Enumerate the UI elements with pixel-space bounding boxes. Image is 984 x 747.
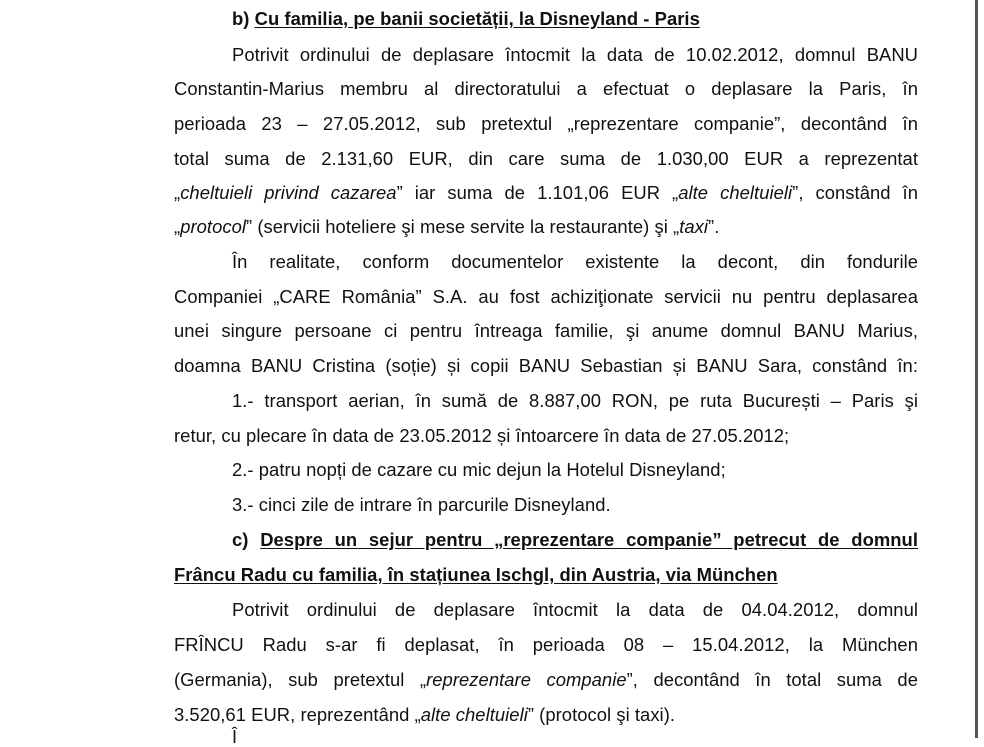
italic-alte-cheltuieli-c: alte cheltuieli xyxy=(420,704,528,725)
section-b-p1-line5: „cheltuieli privind cazarea” iar suma de 1.101,06 EUR „alte cheltuieli”, constând în xyxy=(174,182,918,203)
section-b-p1-line3: perioada 23 – 27.05.2012, sub pretextul „reprezentare companie”, decontând în xyxy=(174,113,918,134)
italic-protocol: protocol xyxy=(180,216,247,237)
section-c-marker: c) xyxy=(232,529,249,550)
section-c-p1-line1: Potrivit ordinului de deplasare întocmit la data de 04.04.2012, domnul xyxy=(232,599,918,620)
section-b-p2-line3: unei singure persoane ci pentru întreaga familie, şi anume domnul BANU Marius, xyxy=(174,320,918,341)
list-item-2: 2.- patru nopți de cazare cu mic dejun la Hotelul Disneyland; xyxy=(232,459,726,480)
section-c-p1-line2: FRÎNCU Radu s-ar fi deplasat, în perioada 08 – 15.04.2012, la München xyxy=(174,634,918,655)
section-b-p1-line4: total suma de 2.131,60 EUR, din care suma de 1.030,00 EUR a reprezentat xyxy=(174,148,918,169)
section-b-marker: b) xyxy=(232,8,250,29)
section-c-title-line1: Despre un sejur pentru „reprezentare companie” petrecut de domnul xyxy=(260,529,918,550)
section-c-p1-line3: (Germania), sub pretextul „reprezentare companie”, decontând în total suma de xyxy=(174,669,918,690)
next-paragraph-fragment: Î xyxy=(232,727,238,747)
section-b-p2-line1: În realitate, conform documentelor existente la decont, din fondurile xyxy=(232,251,918,272)
section-b-p1-line6: „protocol” (servicii hoteliere şi mese servite la restaurante) şi „taxi”. xyxy=(174,216,720,237)
list-item-3: 3.- cinci zile de intrare în parcurile Disneyland. xyxy=(232,494,611,515)
italic-cazare: cheltuieli privind cazarea xyxy=(180,182,397,203)
list-item-1-line2: retur, cu plecare în data de 23.05.2012 și întoarcere în data de 27.05.2012; xyxy=(174,425,790,446)
list-item-1-line1: 1.- transport aerian, în sumă de 8.887,00 RON, pe ruta București – Paris şi xyxy=(232,390,918,411)
section-b-p2-line4: doamna BANU Cristina (soție) și copii BANU Sebastian și BANU Sara, constând în: xyxy=(174,355,918,376)
italic-reprezentare-companie: reprezentare companie xyxy=(426,669,627,690)
section-b-title: Cu familia, pe banii societății, la Disneyland - Paris xyxy=(254,8,700,29)
section-c-p1-line4: 3.520,61 EUR, reprezentând „alte cheltuieli” (protocol şi taxi). xyxy=(174,704,676,725)
section-b-p1-line2: Constantin-Marius membru al directoratului a efectuat o deplasare la Paris, în xyxy=(174,78,918,99)
italic-taxi: taxi xyxy=(679,216,709,237)
section-c-heading-line1 xyxy=(232,529,918,551)
section-b-p1-line1: Potrivit ordinului de deplasare întocmit la data de 10.02.2012, domnul BANU xyxy=(232,44,918,65)
section-b-heading xyxy=(232,8,700,30)
section-c-heading-line2 xyxy=(174,564,778,586)
section-b-p2-line2: Companiei „CARE România” S.A. au fost achiziţionate servicii nu pentru deplasarea xyxy=(174,286,918,307)
section-c-title-line2: Frâncu Radu cu familia, în stațiunea Ischgl, din Austria, via München xyxy=(174,564,778,585)
italic-alte-cheltuieli: alte cheltuieli xyxy=(678,182,793,203)
